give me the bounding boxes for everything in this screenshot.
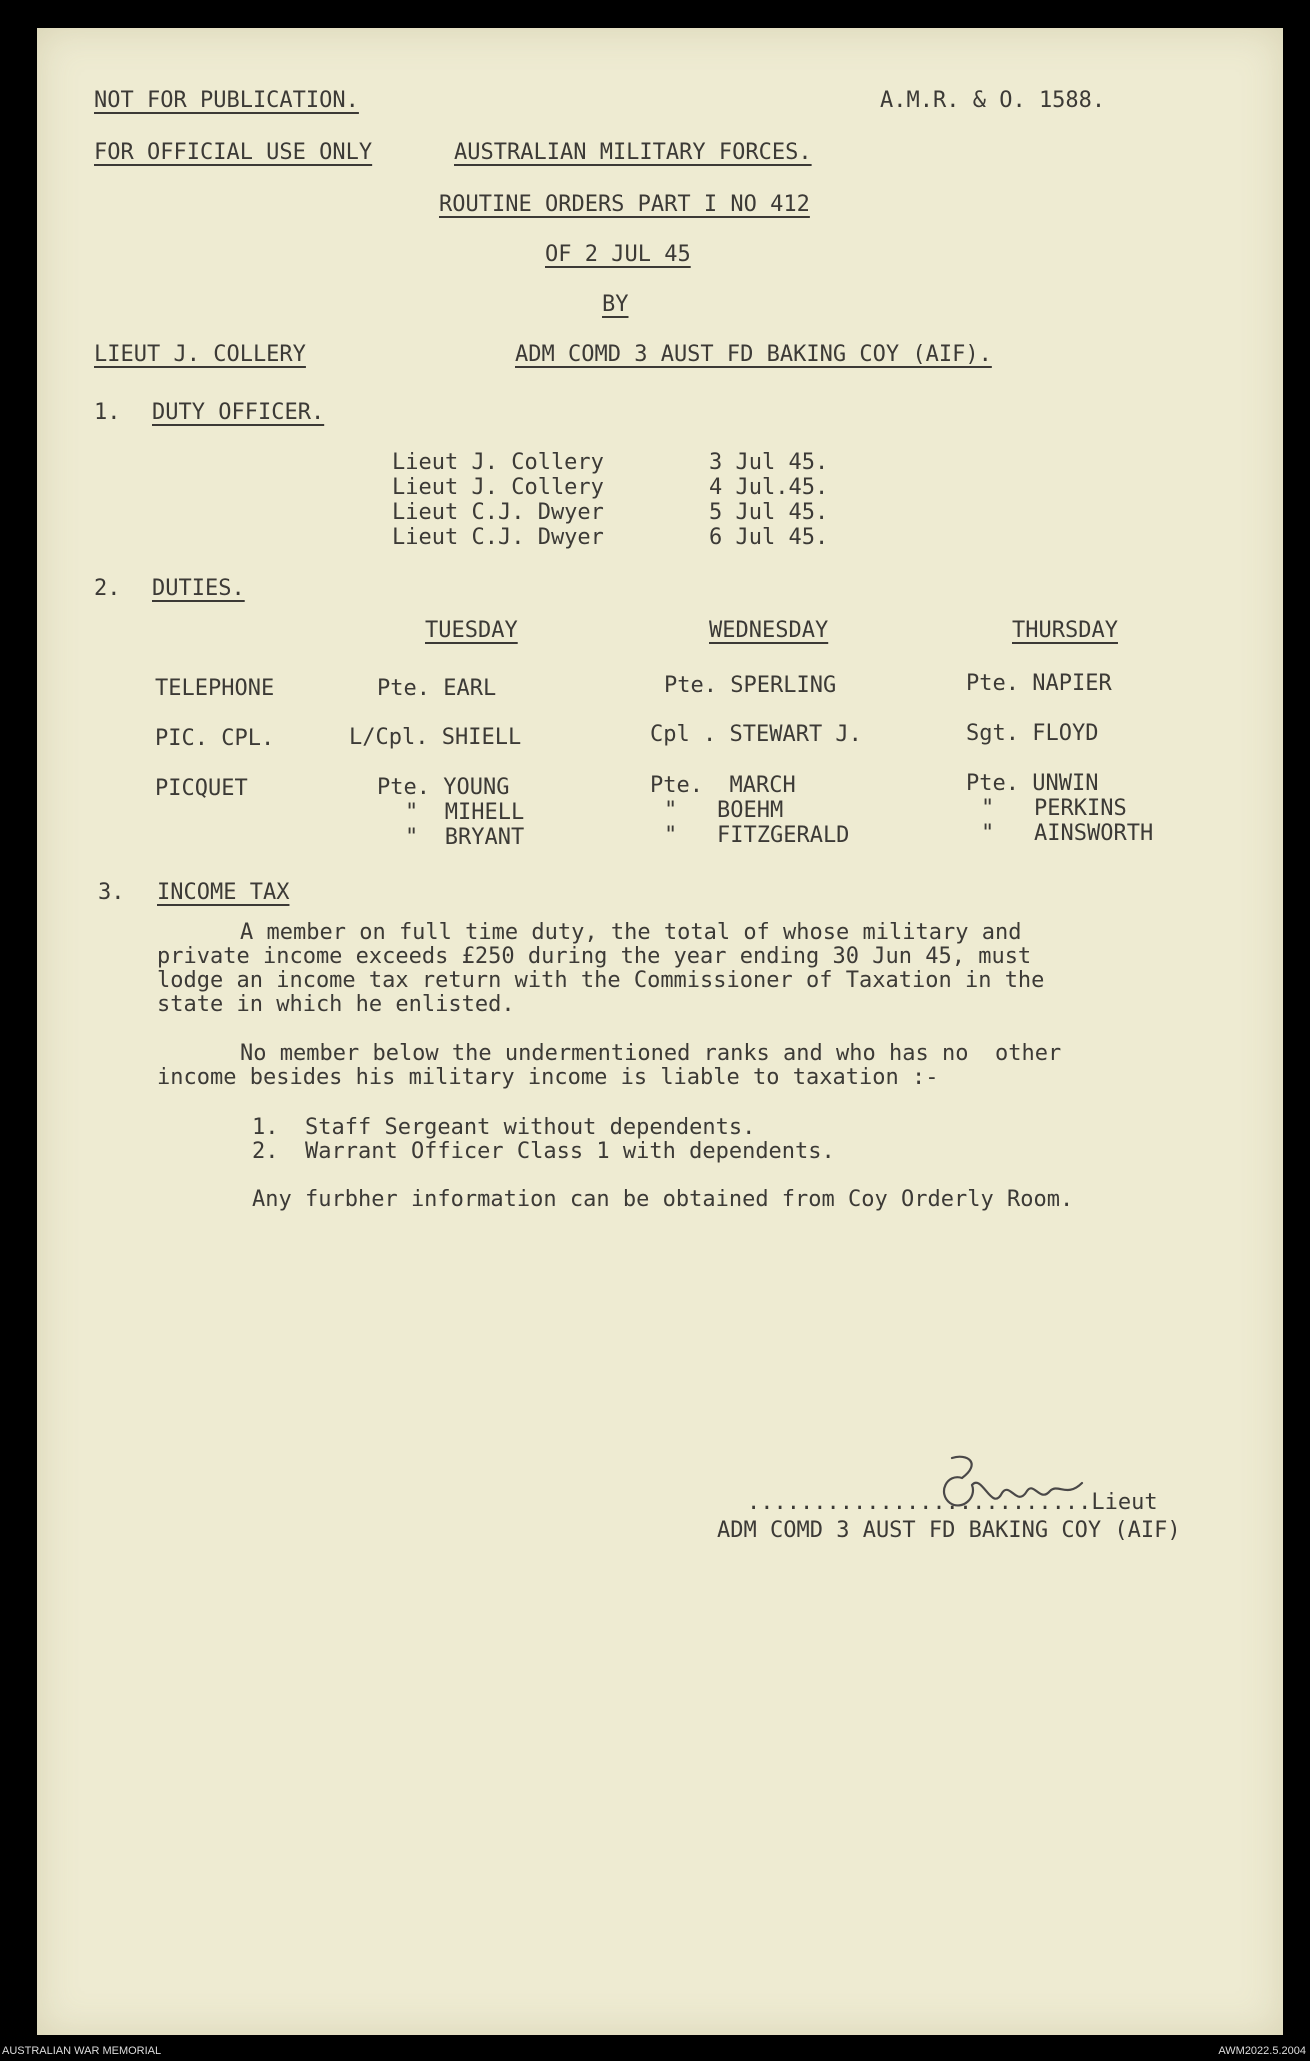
tax-paragraph-line: income besides his military income is liable to taxation :- — [157, 1065, 939, 1090]
duty-officer-date: 6 Jul 45. — [709, 525, 829, 550]
orders-heading: ROUTINE ORDERS PART I NO 412 — [439, 192, 810, 217]
official-use-notice: FOR OFFICIAL USE ONLY — [94, 140, 373, 165]
signature-line: ..........................Lieut — [747, 1490, 1158, 1515]
tax-paragraph-line: No member below the undermentioned ranks and who has no other — [240, 1041, 1062, 1066]
section-1-number: 1. — [94, 400, 121, 425]
signature-unit: ADM COMD 3 AUST FD BAKING COY (AIF) — [717, 1518, 1181, 1543]
tax-paragraph-line: A member on full time duty, the total of whose military and — [240, 920, 1022, 945]
duty-officer-name: Lieut C.J. Dwyer — [392, 525, 604, 550]
restriction-notice: NOT FOR PUBLICATION. — [94, 88, 359, 113]
tax-rank-item: 1. Staff Sergeant without dependents. — [252, 1115, 756, 1140]
duty-thursday: Pte. NAPIER — [966, 671, 1112, 696]
day-wednesday: WEDNESDAY — [709, 618, 829, 643]
duty-officer-name: Lieut J. Collery — [392, 475, 604, 500]
section-3-number: 3. — [98, 880, 125, 905]
section-1-title: DUTY OFFICER. — [152, 400, 325, 425]
by-line: BY — [602, 292, 629, 317]
duty-label: PIC. CPL. — [155, 726, 275, 751]
tax-paragraph-line: Any furbher information can be obtained from Coy Orderly Room. — [252, 1187, 1074, 1212]
duty-officer-date: 5 Jul 45. — [709, 500, 829, 525]
issuing-officer: LIEUT J. COLLERY — [94, 342, 306, 367]
duty-thursday: Sgt. FLOYD — [966, 721, 1099, 746]
tax-paragraph-line: lodge an income tax return with the Commissioner of Taxation in the — [157, 968, 1045, 993]
footer-accession-number: AWM2022.5.2004 — [1218, 2045, 1306, 2057]
duty-thursday: " PERKINS — [981, 796, 1127, 821]
reference-number: A.M.R. & O. 1588. — [880, 88, 1106, 113]
duty-wednesday: Pte. SPERLING — [664, 673, 837, 698]
duty-tuesday: L/Cpl. SHIELL — [349, 725, 522, 750]
duty-officer-date: 3 Jul 45. — [709, 450, 829, 475]
section-3-title: INCOME TAX — [157, 880, 290, 905]
section-2-title: DUTIES. — [152, 576, 245, 601]
duty-tuesday: " BRYANT — [405, 825, 525, 850]
forces-heading: AUSTRALIAN MILITARY FORCES. — [454, 140, 812, 165]
duty-wednesday: Pte. MARCH — [650, 773, 796, 798]
duty-tuesday: " MIHELL — [405, 800, 525, 825]
tax-rank-item: 2. Warrant Officer Class 1 with dependents. — [252, 1139, 835, 1164]
tax-paragraph-line: state in which he enlisted. — [157, 992, 515, 1017]
tax-paragraph-line: private income exceeds £250 during the year ending 30 Jun 45, must — [157, 944, 1032, 969]
issuing-unit: ADM COMD 3 AUST FD BAKING COY (AIF). — [515, 342, 992, 367]
duty-label: PICQUET — [155, 776, 248, 801]
duty-tuesday: Pte. YOUNG — [377, 775, 510, 800]
duty-wednesday: " BOEHM — [664, 798, 784, 823]
duty-label: TELEPHONE — [155, 676, 275, 701]
duty-thursday: " AINSWORTH — [981, 821, 1154, 846]
duty-thursday: Pte. UNWIN — [966, 771, 1099, 796]
duty-officer-name: Lieut J. Collery — [392, 450, 604, 475]
document-page — [37, 28, 1283, 2035]
day-tuesday: TUESDAY — [425, 618, 518, 643]
section-2-number: 2. — [94, 576, 121, 601]
duty-wednesday: Cpl . STEWART J. — [650, 722, 862, 747]
duty-wednesday: " FITZGERALD — [664, 823, 850, 848]
orders-date: OF 2 JUL 45 — [545, 242, 691, 267]
duty-officer-date: 4 Jul.45. — [709, 475, 829, 500]
day-thursday: THURSDAY — [1012, 618, 1118, 643]
footer-institution: AUSTRALIAN WAR MEMORIAL — [2, 2045, 162, 2057]
duty-officer-name: Lieut C.J. Dwyer — [392, 500, 604, 525]
duty-tuesday: Pte. EARL — [377, 676, 497, 701]
